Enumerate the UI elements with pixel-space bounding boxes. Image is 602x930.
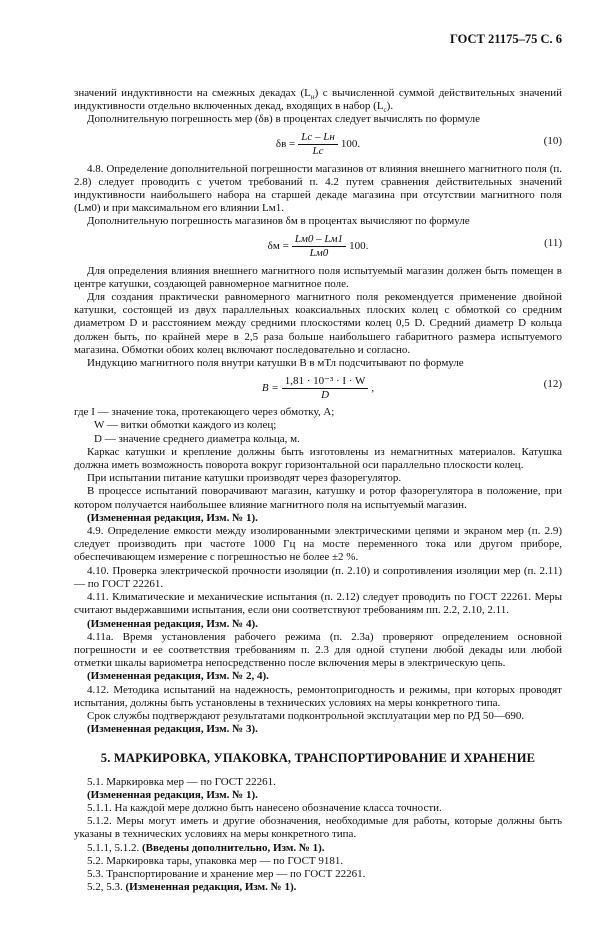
section-5-heading: 5. МАРКИРОВКА, УПАКОВКА, ТРАНСПОРТИРОВАНИЕ И ХРАНЕНИЕ (100, 751, 536, 766)
denominator: D (321, 388, 330, 401)
denominator: Lс (312, 145, 324, 158)
numerator: Lм0 – Lм1 (292, 233, 346, 247)
formula-tail: 100. (349, 240, 369, 253)
paragraph-5-1-1: 5.1.1. На каждой мере должно быть нанесено обозначение класса точности. (87, 801, 442, 814)
paragraph-5-2: 5.2. Маркировка тары, упаковка мер — по ГОСТ 9181. (87, 854, 344, 867)
amendment-note: (Измененная редакция, Изм. № 3). (87, 723, 258, 736)
formula-tail: , (371, 381, 375, 394)
formula-number: (12) (543, 378, 562, 391)
amendment-line (74, 842, 562, 855)
text: 5.1.1, 5.1.2. (87, 841, 140, 854)
paragraph: Срок службы подтверждают результатами подконтрольной эксплуатации мер по РД 50—690. (87, 709, 525, 722)
formula-number: (10) (543, 134, 562, 147)
formula-tail: 100. (340, 138, 361, 150)
formula-lhs: δм = (267, 240, 289, 253)
paragraph: Индукцию магнитного поля внутри катушки B в мТл подсчитывают по формуле (87, 357, 464, 370)
paragraph-5-1-2: 5.1.2. Меры могут иметь и другие обозначения, необходимые для работы, которые должны быть указаны в технических условиях на меры конкретного типа. (74, 815, 562, 841)
paragraph-intro (74, 87, 562, 113)
amendment-note: (Измененная редакция, Изм. № 1). (87, 788, 258, 801)
paragraph-4-11: 4.11. Климатические и механические испытания (п. 2.12) следует проводить по ГОСТ 22261. Меры считают выдержавшими испытания, если они соответствуют требованиям пп. 2.2, 2.10, 2.11. (74, 591, 562, 617)
paragraph-4-12: 4.12. Методика испытаний на надежность, ремонтопригодность и режимы, при которых проводят испытания, должны быть установлены в технических условиях на меры конкретного типа. (74, 683, 562, 709)
formula-number: (11) (544, 236, 562, 249)
text: ). (386, 100, 394, 113)
paragraph: В процессе испытаний поворачивают магазин, катушку и ротор фазорегулятора в положение, при котором получается наибольшее влияние магнитного поля на испытуемый магазин. (74, 485, 562, 511)
formula-lhs: δв = (275, 138, 296, 150)
paragraph: Для определения влияния внешнего магнитного поля испытуемый магазин должен быть помещен в центре катушки, создающей равномерное магнитное поле. (74, 264, 562, 290)
paragraph-5-1: 5.1. Маркировка мер — по ГОСТ 22261. (87, 775, 276, 788)
paragraph: Для создания практически равномерного магнитного поля рекомендуется применение двойной катушки, состоящей из двух параллельных коаксиальных плоских колец с обмоткой со средним диаметром D и расстоянием между средними плоскостями колец 0,5 D. Средний диаметр D кольца должен быть, по крайней мере в 2,5 раза больше наибольшего габаритного размера испытуемого магазина. Обмотки обоих колец включают последовательно и согласно. (74, 291, 562, 356)
page-header: ГОСТ 21175–75 С. 6 (450, 32, 562, 46)
amendment-note: (Измененная редакция, Изм. № 4). (87, 617, 258, 630)
paragraph-4-8: 4.8. Определение дополнительной погрешности магазинов от влияния внешнего магнитного поля (п. 2.8) следует проводить с учетом требований п. 4.2 путем сравнения действительных значений индуктивности наибольшего набора на старшей декаде магазина при отсутствии магнитного поля (Lм0) и при максимальном его влиянии Lм1. (74, 162, 562, 215)
amendment-note: (Измененная редакция, Изм. № 1). (125, 881, 297, 894)
formula-10 (74, 127, 562, 163)
document-body (74, 87, 562, 894)
amendment-note: (Измененная редакция, Изм. № 2, 4). (87, 670, 269, 683)
fraction (292, 233, 346, 260)
denominator: Lм0 (309, 247, 329, 260)
amendment-note: (Введены дополнительно, Изм. № 1). (142, 841, 325, 854)
paragraph: При испытании питание катушки производят через фазорегулятор. (87, 472, 402, 485)
paragraph-5-3: 5.3. Транспортирование и хранение мер — по ГОСТ 22261. (87, 867, 366, 880)
paragraph-4-9: 4.9. Определение емкости между изолированными электрическими цепями и экраном мер (п. 2.9) следует производить при частоте 1000 Гц на мосте переменного тока или другом приборе, обеспечивающем измерение с погрешностью не более ±2 %. (74, 525, 562, 564)
text: с (383, 106, 387, 115)
text: н (310, 93, 315, 102)
text: значений индуктивности на смежных декадах (L (74, 87, 311, 99)
amendment-note: (Измененная редакция, Изм. № 1). (87, 511, 258, 524)
paragraph: Дополнительную погрешность мер (δв) в процентах следует вычислять по формуле (87, 113, 480, 126)
paragraph: Каркас катушки и крепление должны быть изготовлены из немагнитных материалов. Катушка должна иметь возможность поворота вокруг горизонтальной оси параллельно плоскости колец. (74, 445, 562, 472)
definition-w: W — витки обмотки каждого из колец; (94, 419, 277, 432)
formula-lhs: B = (261, 381, 279, 394)
paragraph-4-11a: 4.11а. Время установления рабочего режима (п. 2.3а) проверяют определением основной погрешности и ее соответствия требованиям п. 2.3 для одной ступени любой декады или любой отметки шкалы вариометра непосредственно после включения меры в электрическую цепь. (74, 630, 562, 670)
formula-12 (74, 370, 562, 406)
numerator: Lс – Lн (298, 131, 338, 145)
text: 5.2, 5.3. (87, 881, 123, 894)
fraction (282, 375, 369, 402)
amendment-line (74, 881, 562, 894)
fraction (298, 131, 338, 158)
paragraph-4-10: 4.10. Проверка электрической прочности изоляции (п. 2.10) и сопротивления изоляции мер (п. 2.11) — по ГОСТ 22261. (74, 564, 562, 590)
definition-i: где I — значение тока, протекающего через обмотку, А; (74, 406, 335, 419)
definition-d: D — значение среднего диаметра кольца, м. (94, 432, 300, 445)
formula-11 (74, 229, 562, 265)
text: ) с вычисленной суммой действительных значений индуктивности отдельно включенных декад, входящих в набор (L (74, 87, 562, 113)
numerator: 1,81 · 10⁻³ · I · W (282, 375, 369, 389)
paragraph: Дополнительную погрешность магазинов δм в процентах вычисляют по формуле (87, 215, 470, 228)
